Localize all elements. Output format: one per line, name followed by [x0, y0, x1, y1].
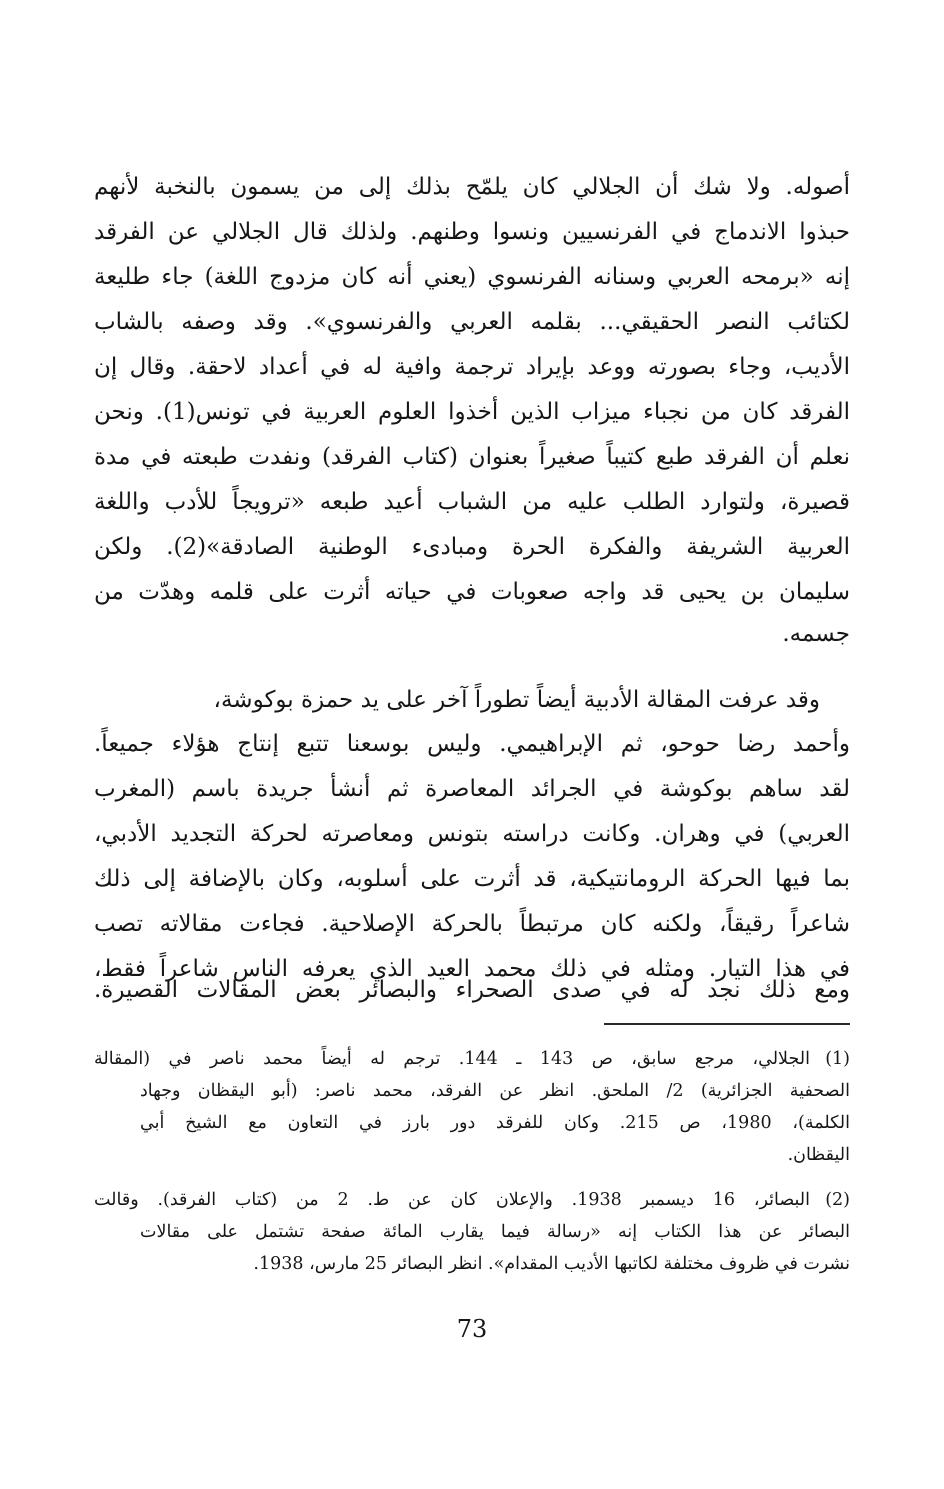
text-line: العربية الشريفة والفكرة الحرة ومبادىء الوطنية الصادقة»(2). ولكن	[94, 534, 850, 560]
text-line: ومع ذلك نجد له في صدى الصحراء والبصائر بعض المقالات القصيرة.	[94, 977, 850, 1003]
text-line: العربي) في وهران. وكانت دراسته بتونس ومعاصرته لحركة التجديد الأدبي،	[94, 821, 850, 847]
footnote-divider	[604, 1023, 850, 1025]
text-line: وقد عرفت المقالة الأدبية أيضاً تطوراً آخر على يد حمزة بوكوشة،	[213, 687, 820, 713]
text-line: الأديب، وجاء بصورته ووعد بإيراد ترجمة وافية له في أعداد لاحقة. وقال إن	[94, 354, 850, 380]
text-line: الفرقد كان من نجباء ميزاب الذين أخذوا العلوم العربية في تونس(1). ونحن	[94, 399, 850, 425]
footnote-line: اليقظان.	[787, 1145, 850, 1165]
text-line: أصوله. ولا شك أن الجلالي كان يلمّح بذلك إلى من يسمون بالنخبة لأنهم	[94, 174, 850, 200]
footnote-line: الجلالي، مرجع سابق، ص 143 ـ 144. ترجم له أيضاً محمد ناصر في (المقالة	[94, 1049, 810, 1069]
text-line: نعلم أن الفرقد طبع كتيباً صغيراً بعنوان (كتاب الفرقد) ونفدت طبعته في مدة	[94, 444, 850, 470]
text-line: إنه «برمحه العربي وسنانه الفرنسوي (يعني أنه كان مزدوج اللغة) جاء طليعة	[94, 264, 850, 290]
text-line: قصيرة، ولتوارد الطلب عليه من الشباب أعيد طبعه «ترويجاً للأدب واللغة	[94, 489, 850, 515]
footnote-number: (1)	[825, 1049, 850, 1069]
footnote-number: (2)	[825, 1190, 850, 1210]
text-line: سليمان بن يحيى قد واجه صعوبات في حياته أثرت على قلمه وهدّت من	[94, 579, 850, 605]
footnote-line: البصائر عن هذا الكتاب إنه «رسالة فيما يقارب المائة صفحة تشتمل على مقالات	[140, 1222, 850, 1242]
page-number: 73	[456, 1315, 488, 1343]
footnote-line: البصائر، 16 ديسمبر 1938. والإعلان كان عن ط. 2 من (كتاب الفرقد). وقالت	[94, 1190, 810, 1210]
footnote-line: الصحفية الجزائرية) 2/ الملحق. انظر عن الفرقد، محمد ناصر: (أبو اليقظان وجهاد	[140, 1081, 850, 1101]
text-line: شاعراً رقيقاً، ولكنه كان مرتبطاً بالحركة الإصلاحية. فجاءت مقالاته تصب	[94, 911, 850, 937]
footnote-line: نشرت في ظروف مختلفة لكاتبها الأديب المقدام». انظر البصائر 25 مارس، 1938.	[253, 1254, 850, 1274]
footnote-line: الكلمة)، 1980، ص 215. وكان للفرقد دور بارز في التعاون مع الشيخ أبي	[140, 1113, 850, 1133]
text-line: في هذا التيار. ومثله في ذلك محمد العيد الذي يعرفه الناس شاعراً فقط،	[94, 956, 850, 982]
text-line: بما فيها الحركة الرومانتيكية، قد أثرت على أسلوبه، وكان بالإضافة إلى ذلك	[94, 866, 850, 892]
text-line: وأحمد رضا حوحو، ثم الإبراهيمي. وليس بوسعنا تتبع إنتاج هؤلاء جميعاً.	[94, 731, 850, 757]
text-line: لقد ساهم بوكوشة في الجرائد المعاصرة ثم أنشأ جريدة باسم (المغرب	[94, 776, 850, 802]
text-line: جسمه.	[782, 621, 850, 647]
text-line: حبذوا الاندماج في الفرنسيين ونسوا وطنهم. ولذلك قال الجلالي عن الفرقد	[94, 219, 850, 245]
text-line: لكتائب النصر الحقيقي... بقلمه العربي والفرنسوي». وقد وصفه بالشاب	[94, 309, 850, 335]
